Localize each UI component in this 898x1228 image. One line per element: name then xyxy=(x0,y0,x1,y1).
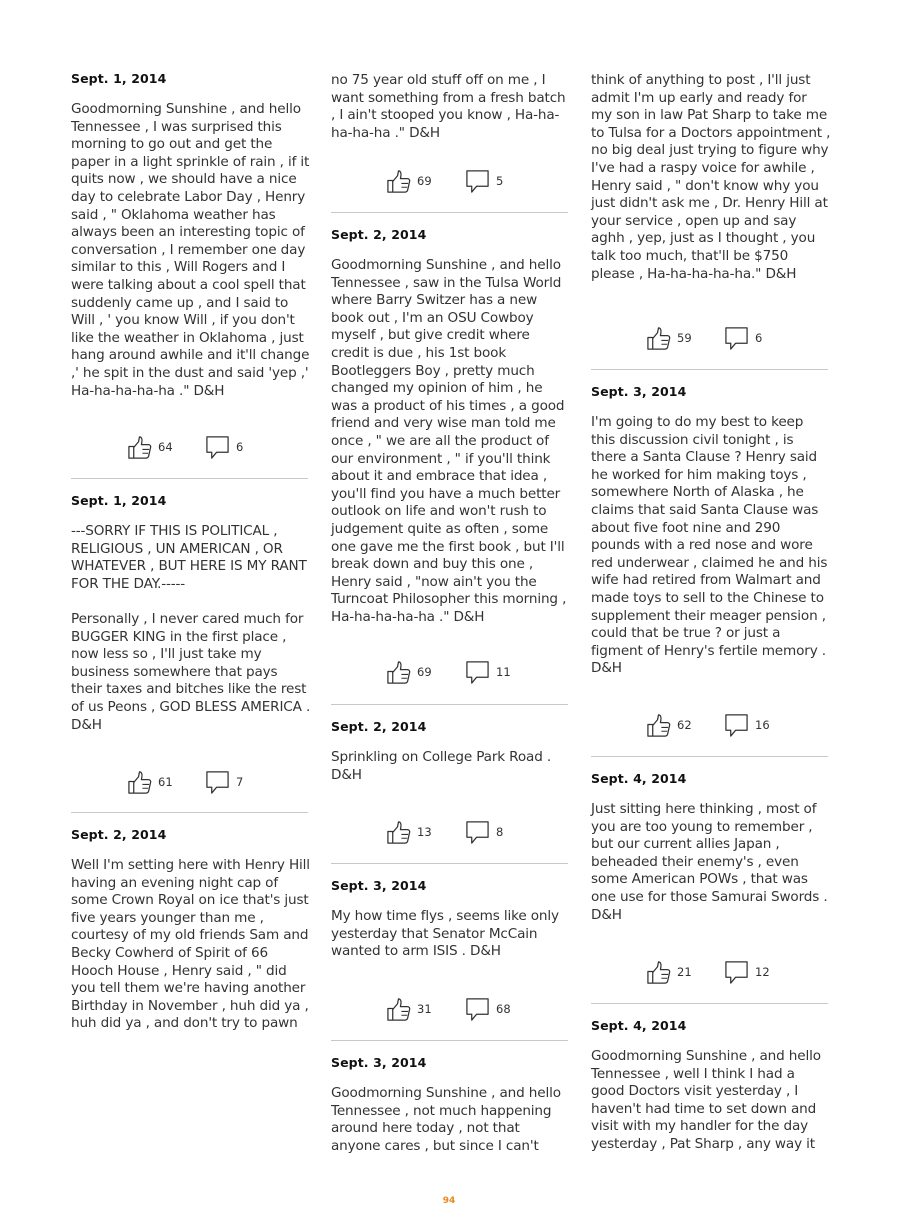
post-reactions xyxy=(591,957,828,987)
post-date: Sept. 2, 2014 xyxy=(71,827,167,842)
post-date: Sept. 4, 2014 xyxy=(591,1018,687,1033)
like-count: 69 xyxy=(417,665,432,679)
thumbs-up-icon xyxy=(127,435,152,460)
comment-button[interactable] xyxy=(465,657,511,687)
speech-bubble-icon xyxy=(724,960,749,985)
thumbs-up-icon xyxy=(646,960,671,985)
speech-bubble-icon xyxy=(724,713,749,738)
post-text: Well I'm setting here with Henry Hill having an evening night cap of some Crown Royal on ice that's just five years younger than me , courtesy of my old friends Sam and Becky Cowherd of Spirit of 66 Hooch House , Henry said , " did you tell them we're having another Birthday in November , huh did ya , huh did ya , and don't try to pawn xyxy=(71,857,310,1032)
like-count: 69 xyxy=(417,174,432,188)
like-button[interactable] xyxy=(646,323,692,353)
speech-bubble-icon xyxy=(205,435,230,460)
page-number: 94 xyxy=(442,1196,456,1206)
like-button[interactable] xyxy=(646,710,692,740)
like-button[interactable] xyxy=(127,767,173,797)
thumbs-up-icon xyxy=(386,820,411,845)
like-button[interactable] xyxy=(386,994,432,1024)
post-text: Goodmorning Sunshine , and hello Tennessee , I was surprised this morning to go out and get the paper in a light sprinkle of rain , if it quits now , we should have a nice day to celebrate Labor Day , Henry said , " Oklahoma weather has always been an interesting topic of conversation , I remember one day similar to this , Will Rogers and I were talking about a cool spell that suddenly came up , and I said to Will , ' you know Will , if you don't like the weather in Oklahoma , just hang around awhile and it'll change ,' he spit in the dust and said 'yep ,' Ha-ha-ha-ha-ha ." D&H xyxy=(71,101,310,399)
like-button[interactable] xyxy=(386,817,432,847)
post-date: Sept. 2, 2014 xyxy=(331,227,427,242)
speech-bubble-icon xyxy=(465,660,490,685)
comment-button[interactable] xyxy=(205,767,243,797)
post-divider xyxy=(331,704,568,705)
speech-bubble-icon xyxy=(465,169,490,194)
post-text: My how time flys , seems like only yesterday that Senator McCain wanted to arm ISIS . D&H xyxy=(331,908,559,960)
comment-button[interactable] xyxy=(724,957,770,987)
post-reactions xyxy=(331,994,568,1024)
post-reactions xyxy=(71,432,308,462)
like-count: 13 xyxy=(417,825,432,839)
speech-bubble-icon xyxy=(724,326,749,351)
thumbs-up-icon xyxy=(646,326,671,351)
post-text: Sprinkling on College Park Road . D&H xyxy=(331,749,552,783)
post-reactions xyxy=(331,657,568,687)
post-divider xyxy=(591,369,828,370)
thumbs-up-icon xyxy=(386,660,411,685)
post-date: Sept. 3, 2014 xyxy=(591,384,687,399)
comment-button[interactable] xyxy=(465,994,511,1024)
comment-count: 12 xyxy=(755,965,770,979)
post-divider xyxy=(331,1040,568,1041)
like-button[interactable] xyxy=(127,432,173,462)
comment-count: 16 xyxy=(755,718,770,732)
post-text-continued: think of anything to post , I'll just admit I'm up early and ready for my son in law Pat Sharp to take me to Tulsa for a Doctors appointment , no big deal just trying to figure why I've had a raspy voice for awhile , Henry said , " don't know why you just didn't ask me , Dr. Henry Hill at your service , open up and say aghh , yep, just as I thought , you talk too much, that'll be $750 please , Ha-ha-ha-ha-ha." D&H xyxy=(591,72,831,282)
like-button[interactable] xyxy=(646,957,692,987)
speech-bubble-icon xyxy=(465,997,490,1022)
post-reactions xyxy=(331,166,568,196)
comment-count: 6 xyxy=(755,331,763,345)
post-text: Just sitting here thinking , most of you are too young to remember , but our current allies Japan , beheaded their enemy's , even some American POWs , that was one use for those Samurai Swords . D&H xyxy=(591,801,828,923)
post-date: Sept. 4, 2014 xyxy=(591,771,687,786)
speech-bubble-icon xyxy=(205,770,230,795)
like-button[interactable] xyxy=(386,166,432,196)
like-count: 61 xyxy=(158,775,173,789)
thumbs-up-icon xyxy=(386,169,411,194)
post-date: Sept. 1, 2014 xyxy=(71,493,167,508)
post-reactions xyxy=(591,323,828,353)
like-count: 62 xyxy=(677,718,692,732)
thumbs-up-icon xyxy=(386,997,411,1022)
comment-button[interactable] xyxy=(724,323,762,353)
comment-count: 7 xyxy=(236,775,244,789)
post-divider xyxy=(71,812,308,813)
post-text: I'm going to do my best to keep this discussion civil tonight , is there a Santa Clause ? Henry said he worked for him making toys , somewhere North of Alaska , he claims that said Santa Clause was about five foot nine and 290 pounds with a red nose and wore red underwear , claimed he and his wife had retired from Walmart and made toys to sell to the Chinese to supplement their meager pension , could that be true ? or just a figment of Henry's fertile memory . D&H xyxy=(591,414,828,677)
post-divider xyxy=(331,863,568,864)
comment-count: 8 xyxy=(496,825,504,839)
comment-button[interactable] xyxy=(205,432,243,462)
post-reactions xyxy=(591,710,828,740)
like-count: 64 xyxy=(158,440,173,454)
like-count: 21 xyxy=(677,965,692,979)
post-divider xyxy=(331,212,568,213)
post-text: ---SORRY IF THIS IS POLITICAL , RELIGIOUS , UN AMERICAN , OR WHATEVER , BUT HERE IS MY RANT FOR THE DAY.----- Personally , I never cared much for BUGGER KING in the first place , now less so , I'll just take my business somewhere that pays their taxes and bitches like the rest of us Peons , GOD BLESS AMERICA . D&H xyxy=(71,523,311,733)
comment-count: 6 xyxy=(236,440,244,454)
comment-button[interactable] xyxy=(724,710,770,740)
post-divider xyxy=(591,1003,828,1004)
speech-bubble-icon xyxy=(465,820,490,845)
comment-count: 5 xyxy=(496,174,504,188)
comment-button[interactable] xyxy=(465,817,503,847)
post-divider xyxy=(71,478,308,479)
post-text-continued: no 75 year old stuff off on me , I want something from a fresh batch , I ain't stooped you know , Ha-ha-ha-ha-ha ." D&H xyxy=(331,72,566,141)
like-count: 59 xyxy=(677,331,692,345)
post-text: Goodmorning Sunshine , and hello Tennessee , well I think I had a good Doctors visit yesterday , I haven't had time to set down and visit with my handler for the day yesterday , Pat Sharp , any way it xyxy=(591,1048,821,1152)
thumbs-up-icon xyxy=(127,770,152,795)
post-date: Sept. 1, 2014 xyxy=(71,71,167,86)
post-divider xyxy=(591,756,828,757)
post-reactions xyxy=(71,767,308,797)
post-text: Goodmorning Sunshine , and hello Tennessee , not much happening around here today , not that anyone cares , but since I can't xyxy=(331,1085,561,1154)
post-date: Sept. 2, 2014 xyxy=(331,719,427,734)
comment-button[interactable] xyxy=(465,166,503,196)
post-text: Goodmorning Sunshine , and hello Tennessee , saw in the Tulsa World where Barry Switzer has a new book out , I'm an OSU Cowboy myself , but give credit where credit is due , his 1st book Bootleggers Boy , pretty much changed my opinion of him , he was a product of his times , a good friend and very wise man told me once , " we are all the product of our environment , " if you'll think about it and embrace that idea , you'll find you have a much better outlook on life and won't rush to judgement quite as often , some one gave me the first book , but I'll break down and buy this one , Henry said , "now ain't you the Turncoat Philosopher this morning , Ha-ha-ha-ha-ha ." D&H xyxy=(331,257,567,625)
post-reactions xyxy=(331,817,568,847)
post-date: Sept. 3, 2014 xyxy=(331,1055,427,1070)
like-count: 31 xyxy=(417,1002,432,1016)
comment-count: 11 xyxy=(496,665,511,679)
post-date: Sept. 3, 2014 xyxy=(331,878,427,893)
thumbs-up-icon xyxy=(646,713,671,738)
comment-count: 68 xyxy=(496,1002,511,1016)
like-button[interactable] xyxy=(386,657,432,687)
